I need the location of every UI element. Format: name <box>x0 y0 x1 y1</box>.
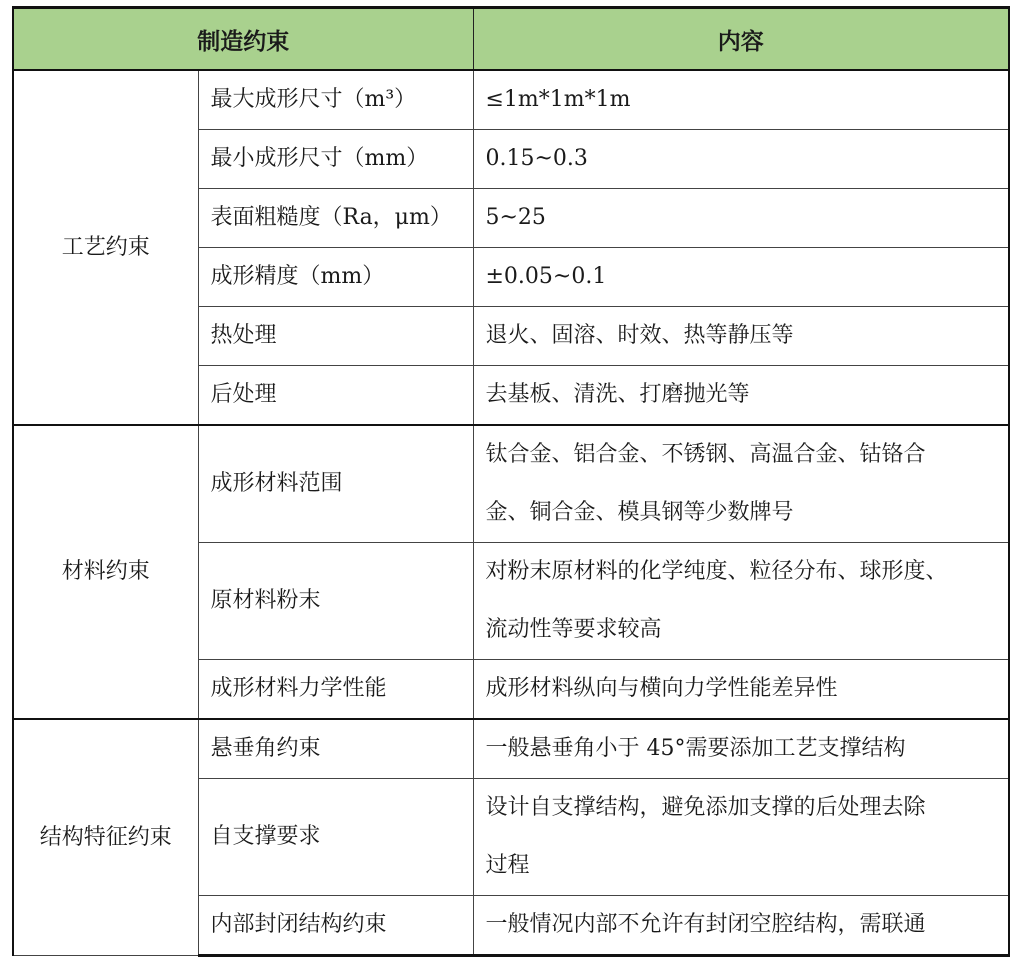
item-cell: 最小成形尺寸（mm） <box>198 130 473 189</box>
content-cell <box>473 425 1009 543</box>
header-row <box>13 8 1009 71</box>
group-process-constraints: 工艺约束 <box>13 70 198 425</box>
item-cell: 热处理 <box>198 307 473 366</box>
table-row <box>13 425 1009 543</box>
item-cell: 自支撑要求 <box>198 779 473 896</box>
content-line: 金、铜合金、模具钢等少数牌号 <box>485 500 794 525</box>
table-row <box>13 70 1009 130</box>
content-line: 流动性等要求较高 <box>485 617 662 642</box>
content-cell: ±0.05~0.1 <box>473 248 1009 307</box>
item-cell: 表面粗糙度（Ra，μm） <box>198 189 473 248</box>
manufacturing-constraints-table <box>12 6 1010 957</box>
item-cell: 成形精度（mm） <box>198 248 473 307</box>
item-cell: 最大成形尺寸（m³） <box>198 70 473 130</box>
content-cell <box>473 779 1009 896</box>
content-cell: 一般情况内部不允许有封闭空腔结构，需联通 <box>473 896 1009 956</box>
header-content: 内容 <box>473 8 1009 71</box>
item-cell: 成形材料范围 <box>198 425 473 543</box>
item-cell: 原材料粉末 <box>198 543 473 660</box>
content-line: 过程 <box>485 853 530 878</box>
content-cell <box>473 543 1009 660</box>
content-line: 对粉末原材料的化学纯度、粒径分布、球形度、 <box>485 559 948 584</box>
content-cell: 成形材料纵向与横向力学性能差异性 <box>473 660 1009 720</box>
item-cell: 悬垂角约束 <box>198 719 473 779</box>
content-line: 设计自支撑结构，避免添加支撑的后处理去除 <box>485 795 926 820</box>
header-constraint: 制造约束 <box>13 8 473 71</box>
content-cell: 一般悬垂角小于 45°需要添加工艺支撑结构 <box>473 719 1009 779</box>
content-cell: 退火、固溶、时效、热等静压等 <box>473 307 1009 366</box>
item-cell: 成形材料力学性能 <box>198 660 473 720</box>
content-cell: 去基板、清洗、打磨抛光等 <box>473 366 1009 426</box>
group-structural-feature-constraints: 结构特征约束 <box>13 719 198 956</box>
group-material-constraints: 材料约束 <box>13 425 198 719</box>
table-row <box>13 719 1009 779</box>
content-line: 钛合金、铝合金、不锈钢、高温合金、钴铬合 <box>485 442 926 467</box>
item-cell: 内部封闭结构约束 <box>198 896 473 956</box>
content-cell: ≤1m*1m*1m <box>473 70 1009 130</box>
content-cell: 0.15~0.3 <box>473 130 1009 189</box>
item-cell: 后处理 <box>198 366 473 426</box>
content-cell: 5~25 <box>473 189 1009 248</box>
